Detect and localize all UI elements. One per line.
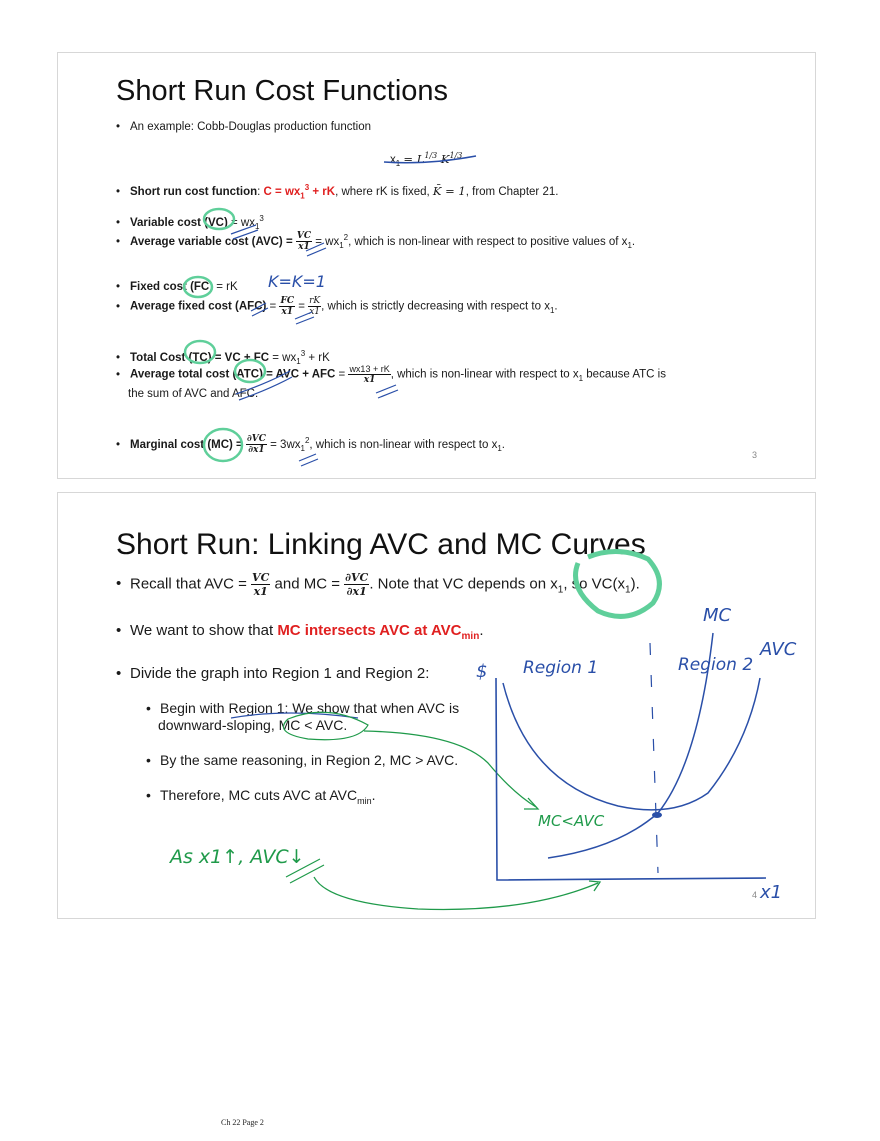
bullet-marginal-cost: • Marginal cost (MC) = $\frac{\partial VC}{\partial x1}$ = $3wx_1^2$, which is non-linear with respect to $x_1$. [116, 434, 505, 456]
sub-bullet-region1-line2: downward-sloping, MC < AVC. [158, 717, 348, 733]
sub-bullet-therefore: • Therefore, MC cuts AVC at $AVC_{min}$. [146, 787, 376, 806]
region-divider [650, 643, 658, 873]
bullet-divide-regions: • Divide the graph into Region 1 and Region 2: [116, 665, 430, 682]
note-as-x1-up: As x1↑, AVC↓ [170, 846, 305, 868]
avc-curve [503, 678, 760, 810]
bullet-fixed-cost: • Fixed cost (FC) = rK [116, 281, 238, 293]
slash-mark [376, 385, 398, 398]
slash-mark [286, 859, 324, 883]
region1-label: Region 1 [523, 658, 599, 678]
bullet-goal: • We want to show that MC intersects AVC at $AVC_{min}$. [116, 622, 484, 642]
avc-label: AVC [760, 639, 797, 660]
handwriting-k: K=K=1 [268, 272, 326, 291]
bullet-average-total-cost: • Average total cost (ATC) = AVC + AFC = $\frac{wx13 + rK}{x1}$ , which is non-linear with respect to $x_1$ because ATC is [116, 364, 666, 385]
page-number: 4 [751, 890, 757, 900]
bullet-cobb-douglas: • An example: Cobb-Douglas production function [116, 121, 372, 133]
bullet-variable-cost: • Variable cost $(VC) = wx_1^3$ [116, 214, 264, 232]
dollar-label: $ [476, 661, 488, 682]
x1-axis-label: x1 [760, 882, 783, 903]
arrow-head [589, 881, 600, 891]
production-function-equation: $x_1 = L^{1/3}$ $K^{1/3}$ [390, 151, 463, 169]
sub-bullet-region1: • Begin with Region 1: We show that when AVC is [146, 700, 460, 716]
bullet-average-total-cost-line2: the sum of AVC and AFC. [128, 388, 259, 400]
intersection-point [652, 812, 662, 818]
mc-label: MC [703, 605, 732, 626]
page-footer: Ch 22 Page 2 [221, 1118, 264, 1127]
graph-axes [496, 678, 766, 880]
page-number: 3 [751, 450, 757, 460]
arrow-stroke [314, 877, 598, 909]
slide-title: Short Run: Linking AVC and MC Curves [116, 528, 646, 561]
bullet-average-variable-cost: • Average variable cost (AVC) = $\frac{VC}{x1}$ = $wx_1^2$, which is non-linear with respect to positive values of $x_1$. [116, 231, 636, 253]
bullet-average-fixed-cost: • Average fixed cost (AFC) = $\frac{FC}{x1}$ = $\frac{rK}{x1}$ , which is strictly decreasing with respect to $x_1$. [116, 296, 558, 317]
arrow-stroke [364, 731, 536, 807]
sub-bullet-region2: • By the same reasoning, in Region 2, MC > AVC. [146, 752, 459, 768]
region2-label: Region 2 [678, 655, 754, 675]
slide-short-run-cost-functions [57, 52, 816, 479]
slide-title: Short Run Cost Functions [116, 75, 449, 107]
mc-curve [548, 633, 713, 858]
bullet-recall-avc-mc: • Recall that AVC = $\frac{VC}{x1}$ and MC = $\frac{\partial VC}{\partial x1}$ . Note that VC depends on $x_1$, so $VC(x_1)$. [116, 571, 640, 598]
bullet-short-run-cost: • Short run cost function: $C = wx_1^3$ + rK, where rK is fixed, K̄ = 1, from Chapter 21. [116, 183, 559, 201]
mc-lt-avc-label: MC<AVC [538, 812, 605, 830]
arrow-head [524, 798, 538, 809]
bullet-total-cost: • Total Cost (TC) = VC + FC = $wx_1^3$ + rK [116, 349, 330, 367]
ink-annotations [58, 53, 817, 480]
slide-linking-avc-mc [57, 492, 816, 919]
